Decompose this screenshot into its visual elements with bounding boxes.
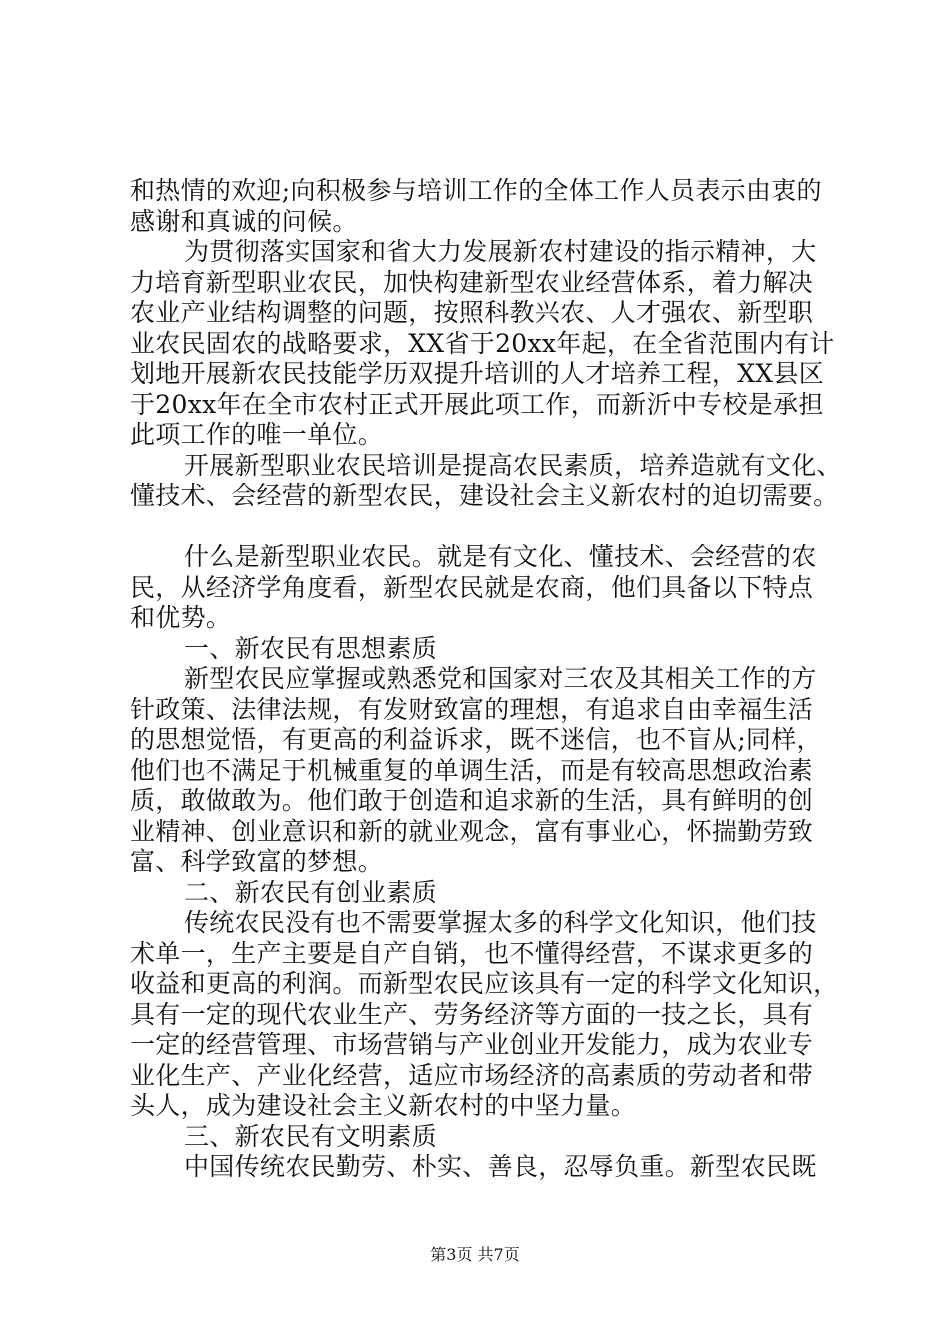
text-line: 业农民固农的战略要求，XX省于20xx年起，在全省范围内有计 [130, 328, 835, 358]
text-line: 开展新型职业农民培训是提高农民素质，培养造就有文化、 [184, 450, 842, 480]
text-line: 一定的经营管理、市场营销与产业创业开发能力，成为农业专 [130, 1030, 814, 1059]
text-line: 传统农民没有也不需要掌握太多的科学文化知识，他们技 [184, 908, 817, 937]
text-line: 力培育新型职业农民，加快构建新型农业经营体系，着力解决 [130, 267, 814, 297]
text-line: 农业产业结构调整的问题，按照科教兴农、人才强农、新型职 [130, 298, 814, 327]
text-line: 他们也不满足于机械重复的单调生活，而是有较高思想政治素 [130, 755, 814, 785]
text-line: 富、科学致富的梦想。 [130, 847, 384, 876]
text-line: 具有一定的现代农业生产、劳务经济等方面的一技之长，具有 [130, 999, 814, 1029]
section-heading: 二、新农民有创业素质 [184, 877, 438, 907]
text-line: 业精神、创业意识和新的就业观念，富有事业心，怀揣勤劳致 [130, 816, 814, 846]
text-line: 什么是新型职业农民。就是有文化、懂技术、会经营的农 [184, 542, 817, 571]
paragraph-gap [130, 512, 830, 543]
text-line: 收益和更高的利润。而新型农民应该具有一定的科学文化知识， [130, 969, 839, 998]
text-line: 的思想觉悟，有更高的利益诉求，既不迷信，也不盲从;同样， [130, 725, 822, 754]
section-heading: 一、新农民有思想素质 [184, 633, 438, 663]
section-heading: 三、新农民有文明素质 [184, 1121, 438, 1151]
text-line: 划地开展新农民技能学历双提升培训的人才培养工程，XX县区 [130, 359, 824, 388]
text-line: 于20xx年在全市农村正式开展此项工作，而新沂中专校是承担 [130, 389, 824, 419]
text-line: 此项工作的唯一单位。 [130, 420, 384, 449]
text-line: 为贯彻落实国家和省大力发展新农村建设的指示精神，大 [184, 237, 817, 266]
text-line: 质，敢做敢为。他们敢于创造和追求新的生活，具有鲜明的创 [130, 786, 814, 815]
text-line: 中国传统农民勤劳、朴实、善良，忍辱负重。新型农民既 [184, 1152, 817, 1181]
text-line: 业化生产、产业化经营，适应市场经济的高素质的劳动者和带 [130, 1060, 814, 1090]
text-line: 术单一，生产主要是自产自销，也不懂得经营，不谋求更多的 [130, 938, 814, 968]
text-line: 和热情的欢迎;向积极参与培训工作的全体工作人员表示由衷的 [130, 176, 822, 205]
text-line: 民，从经济学角度看，新型农民就是农商，他们具备以下特点 [130, 572, 814, 602]
text-line: 感谢和真诚的问候。 [130, 206, 358, 236]
text-line: 新型农民应掌握或熟悉党和国家对三农及其相关工作的方 [184, 664, 817, 693]
text-line: 针政策、法律法规，有发财致富的理想，有追求自由幸福生活 [130, 694, 814, 724]
page-footer: 第3页 共7页 [430, 1245, 520, 1264]
text-line: 懂技术、会经营的新型农民，建设社会主义新农村的迫切需要。 [130, 481, 839, 510]
text-line: 头人，成为建设社会主义新农村的中坚力量。 [130, 1091, 637, 1120]
document-body [130, 176, 842, 1183]
text-line: 和优势。 [130, 603, 232, 632]
